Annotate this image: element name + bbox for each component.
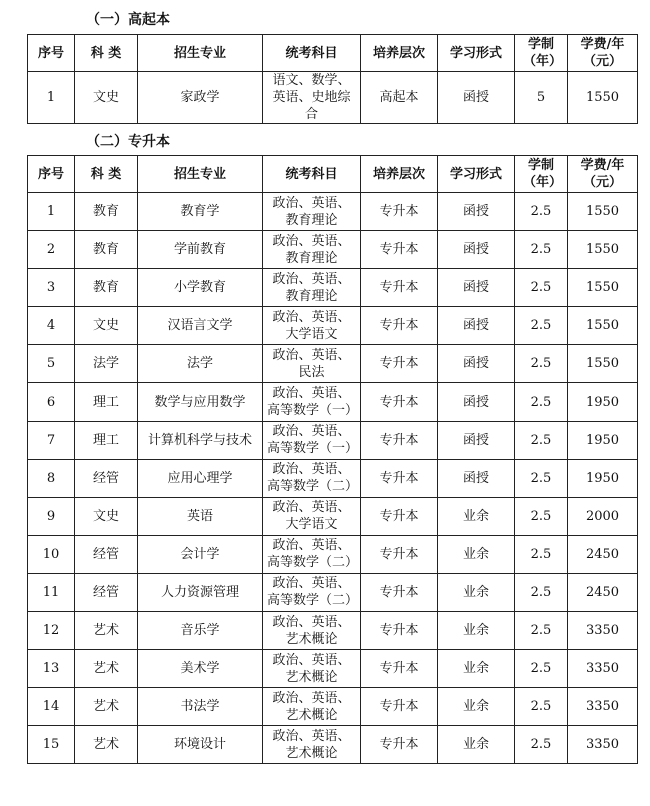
- cell-fee: 1950: [568, 421, 638, 459]
- cell-category: 文史: [75, 497, 138, 535]
- cell-form: 函授: [438, 307, 515, 345]
- table-row: [28, 269, 638, 307]
- cell-category: 艺术: [75, 726, 138, 764]
- cell-major: 音乐学: [138, 612, 263, 650]
- cell-category: 艺术: [75, 612, 138, 650]
- table-row: [28, 688, 638, 726]
- cell-seq: 4: [28, 307, 75, 345]
- cell-fee: 1550: [568, 269, 638, 307]
- cell-form: 业余: [438, 612, 515, 650]
- cell-level: 专升本: [361, 612, 438, 650]
- cell-level: 专升本: [361, 345, 438, 383]
- header-row: [28, 35, 638, 72]
- cell-category: 理工: [75, 383, 138, 421]
- cell-years: 2.5: [515, 497, 568, 535]
- cell-fee: 3350: [568, 726, 638, 764]
- cell-level: 专升本: [361, 307, 438, 345]
- cell-level: 专升本: [361, 459, 438, 497]
- cell-level: 专升本: [361, 688, 438, 726]
- cell-seq: 2: [28, 231, 75, 269]
- cell-level: 专升本: [361, 421, 438, 459]
- cell-years: 2.5: [515, 650, 568, 688]
- cell-seq: 1: [28, 72, 75, 124]
- cell-category: 经管: [75, 573, 138, 611]
- cell-category: 教育: [75, 269, 138, 307]
- table-row: [28, 307, 638, 345]
- table-row: [28, 459, 638, 497]
- cell-years: 2.5: [515, 231, 568, 269]
- cell-seq: 5: [28, 345, 75, 383]
- cell-category: 艺术: [75, 688, 138, 726]
- cell-level: 专升本: [361, 535, 438, 573]
- cell-major: 数学与应用数学: [138, 383, 263, 421]
- cell-fee: 3350: [568, 650, 638, 688]
- table-row: [28, 535, 638, 573]
- cell-form: 业余: [438, 535, 515, 573]
- cell-form: 业余: [438, 688, 515, 726]
- cell-seq: 1: [28, 193, 75, 231]
- cell-form: 函授: [438, 383, 515, 421]
- table-row: [28, 726, 638, 764]
- cell-years: 5: [515, 72, 568, 124]
- cell-subjects: 政治、英语、高等数学（一）: [263, 383, 361, 421]
- header-category: 科 类: [75, 35, 138, 72]
- cell-category: 文史: [75, 72, 138, 124]
- cell-category: 艺术: [75, 650, 138, 688]
- cell-seq: 7: [28, 421, 75, 459]
- cell-fee: 3350: [568, 612, 638, 650]
- cell-fee: 2450: [568, 535, 638, 573]
- cell-seq: 14: [28, 688, 75, 726]
- header-years: 学制（年）: [515, 156, 568, 193]
- cell-level: 专升本: [361, 231, 438, 269]
- cell-years: 2.5: [515, 383, 568, 421]
- cell-major: 汉语言文学: [138, 307, 263, 345]
- cell-form: 函授: [438, 421, 515, 459]
- header-row: [28, 156, 638, 193]
- cell-fee: 1550: [568, 193, 638, 231]
- cell-major: 家政学: [138, 72, 263, 124]
- table-row: [28, 383, 638, 421]
- cell-seq: 10: [28, 535, 75, 573]
- cell-subjects: 政治、英语、大学语文: [263, 497, 361, 535]
- cell-category: 文史: [75, 307, 138, 345]
- section-1-title: （一）高起本: [86, 12, 170, 28]
- cell-subjects: 政治、英语、教育理论: [263, 269, 361, 307]
- cell-form: 函授: [438, 72, 515, 124]
- cell-level: 专升本: [361, 726, 438, 764]
- cell-level: 专升本: [361, 650, 438, 688]
- cell-major: 学前教育: [138, 231, 263, 269]
- cell-subjects: 政治、英语、高等数学（二）: [263, 535, 361, 573]
- section-1-table-header: [28, 35, 638, 72]
- table-row: [28, 345, 638, 383]
- cell-years: 2.5: [515, 688, 568, 726]
- cell-seq: 15: [28, 726, 75, 764]
- cell-major: 法学: [138, 345, 263, 383]
- cell-seq: 11: [28, 573, 75, 611]
- cell-fee: 1550: [568, 345, 638, 383]
- cell-form: 函授: [438, 269, 515, 307]
- cell-form: 业余: [438, 726, 515, 764]
- cell-years: 2.5: [515, 573, 568, 611]
- cell-major: 人力资源管理: [138, 573, 263, 611]
- cell-major: 小学教育: [138, 269, 263, 307]
- cell-years: 2.5: [515, 726, 568, 764]
- cell-major: 会计学: [138, 535, 263, 573]
- cell-major: 美术学: [138, 650, 263, 688]
- cell-seq: 12: [28, 612, 75, 650]
- cell-years: 2.5: [515, 345, 568, 383]
- cell-seq: 3: [28, 269, 75, 307]
- cell-category: 教育: [75, 193, 138, 231]
- cell-subjects: 政治、英语、高等数学（二）: [263, 573, 361, 611]
- cell-seq: 13: [28, 650, 75, 688]
- cell-level: 高起本: [361, 72, 438, 124]
- cell-level: 专升本: [361, 573, 438, 611]
- cell-years: 2.5: [515, 612, 568, 650]
- header-major: 招生专业: [138, 156, 263, 193]
- table-row: [28, 421, 638, 459]
- cell-seq: 8: [28, 459, 75, 497]
- cell-seq: 6: [28, 383, 75, 421]
- cell-major: 环境设计: [138, 726, 263, 764]
- cell-form: 函授: [438, 345, 515, 383]
- cell-level: 专升本: [361, 497, 438, 535]
- cell-subjects: 政治、英语、民法: [263, 345, 361, 383]
- header-subjects: 统考科目: [263, 156, 361, 193]
- cell-category: 教育: [75, 231, 138, 269]
- header-seq: 序号: [28, 35, 75, 72]
- cell-category: 理工: [75, 421, 138, 459]
- table-row: [28, 497, 638, 535]
- cell-subjects: 语文、数学、英语、史地综合: [263, 72, 361, 124]
- header-seq: 序号: [28, 156, 75, 193]
- cell-form: 业余: [438, 497, 515, 535]
- cell-fee: 1550: [568, 72, 638, 124]
- table-row: [28, 650, 638, 688]
- cell-form: 业余: [438, 573, 515, 611]
- table-row: [28, 231, 638, 269]
- cell-fee: 1950: [568, 383, 638, 421]
- table-row: [28, 72, 638, 124]
- section-1-table: [27, 34, 638, 124]
- cell-subjects: 政治、英语、艺术概论: [263, 612, 361, 650]
- section-1-table-body: [28, 72, 638, 124]
- header-subjects: 统考科目: [263, 35, 361, 72]
- cell-subjects: 政治、英语、艺术概论: [263, 688, 361, 726]
- cell-fee: 1550: [568, 307, 638, 345]
- cell-years: 2.5: [515, 421, 568, 459]
- cell-years: 2.5: [515, 269, 568, 307]
- section-2-table: [27, 155, 638, 764]
- cell-major: 教育学: [138, 193, 263, 231]
- header-form: 学习形式: [438, 156, 515, 193]
- cell-fee: 1550: [568, 231, 638, 269]
- header-fee: 学费/年（元）: [568, 35, 638, 72]
- cell-category: 经管: [75, 535, 138, 573]
- header-category: 科 类: [75, 156, 138, 193]
- cell-fee: 2000: [568, 497, 638, 535]
- cell-category: 经管: [75, 459, 138, 497]
- cell-form: 业余: [438, 650, 515, 688]
- section-2-table-header: [28, 156, 638, 193]
- header-level: 培养层次: [361, 156, 438, 193]
- table-row: [28, 612, 638, 650]
- cell-level: 专升本: [361, 193, 438, 231]
- cell-years: 2.5: [515, 535, 568, 573]
- cell-form: 函授: [438, 193, 515, 231]
- cell-fee: 1950: [568, 459, 638, 497]
- cell-seq: 9: [28, 497, 75, 535]
- header-form: 学习形式: [438, 35, 515, 72]
- cell-form: 函授: [438, 231, 515, 269]
- cell-category: 法学: [75, 345, 138, 383]
- cell-subjects: 政治、英语、艺术概论: [263, 726, 361, 764]
- cell-major: 计算机科学与技术: [138, 421, 263, 459]
- table-row: [28, 573, 638, 611]
- cell-subjects: 政治、英语、艺术概论: [263, 650, 361, 688]
- cell-subjects: 政治、英语、大学语文: [263, 307, 361, 345]
- cell-level: 专升本: [361, 383, 438, 421]
- section-2-table-body: [28, 193, 638, 764]
- cell-subjects: 政治、英语、教育理论: [263, 193, 361, 231]
- header-fee: 学费/年（元）: [568, 156, 638, 193]
- cell-years: 2.5: [515, 193, 568, 231]
- cell-major: 应用心理学: [138, 459, 263, 497]
- cell-years: 2.5: [515, 307, 568, 345]
- cell-form: 函授: [438, 459, 515, 497]
- header-major: 招生专业: [138, 35, 263, 72]
- cell-level: 专升本: [361, 269, 438, 307]
- cell-major: 英语: [138, 497, 263, 535]
- cell-subjects: 政治、英语、高等数学（一）: [263, 421, 361, 459]
- cell-subjects: 政治、英语、教育理论: [263, 231, 361, 269]
- section-2-title: （二）专升本: [86, 134, 170, 150]
- header-years: 学制（年）: [515, 35, 568, 72]
- cell-fee: 3350: [568, 688, 638, 726]
- cell-subjects: 政治、英语、高等数学（二）: [263, 459, 361, 497]
- cell-major: 书法学: [138, 688, 263, 726]
- cell-fee: 2450: [568, 573, 638, 611]
- table-row: [28, 193, 638, 231]
- header-level: 培养层次: [361, 35, 438, 72]
- cell-years: 2.5: [515, 459, 568, 497]
